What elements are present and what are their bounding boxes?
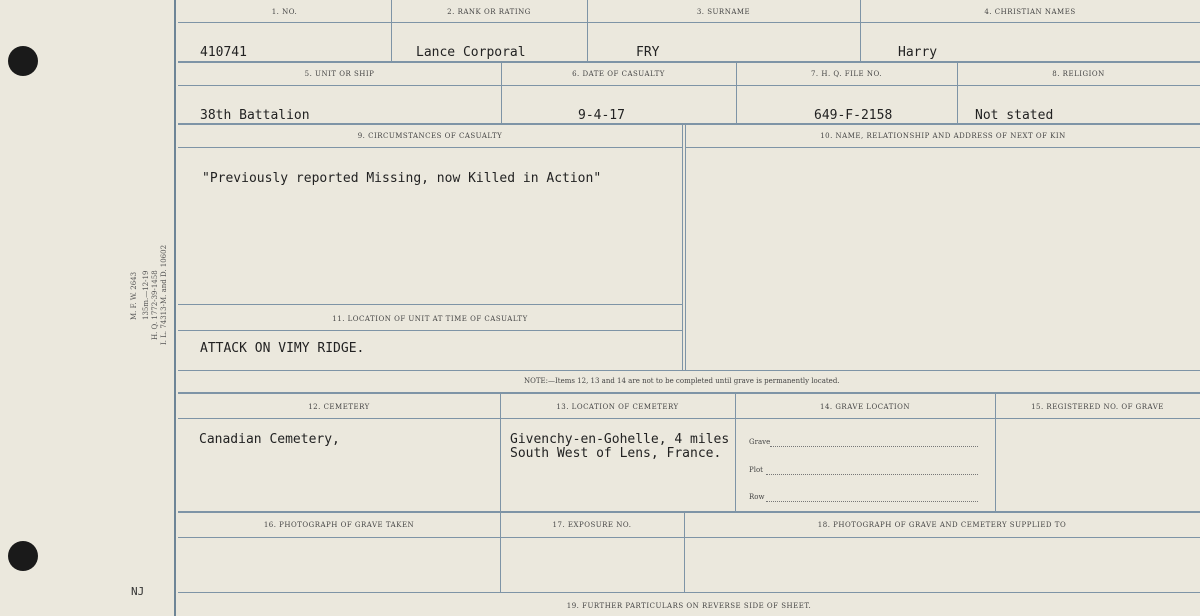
rule — [178, 85, 1200, 86]
rank-value: Lance Corporal — [416, 45, 526, 60]
row-label: Row — [749, 493, 765, 501]
rule — [178, 304, 682, 305]
plot-label: Plot — [749, 466, 763, 474]
header-photo-taken: 16. PHOTOGRAPH OF GRAVE TAKEN — [263, 521, 415, 529]
header-next-of-kin: 10. NAME, RELATIONSHIP AND ADDRESS OF NEXT OF KIN — [820, 132, 1066, 140]
rule — [685, 125, 686, 370]
rule — [735, 394, 736, 511]
location-cemetery-line1: Givenchy-en-Gohelle, 4 miles — [510, 432, 730, 447]
header-hq-file: 7. H. Q. FILE NO. — [810, 70, 883, 78]
header-location-unit: 11. LOCATION OF UNIT AT TIME OF CASUALTY — [332, 315, 528, 323]
location-cemetery-line2: South West of Lens, France. — [510, 446, 722, 461]
header-religion: 8. RELIGION — [1052, 70, 1105, 78]
date-value: 9-4-17 — [578, 108, 625, 123]
christian-names-value: Harry — [898, 45, 938, 60]
cemetery-value: Canadian Cemetery, — [199, 432, 340, 447]
form-code: H. Q. 1772-39-1458 — [151, 270, 159, 340]
note-text: NOTE:—Items 12, 13 and 14 are not to be completed until grave is permanently located. — [524, 377, 840, 385]
form-code: M. F. W. 2643 — [130, 271, 138, 320]
header-circumstances: 9. CIRCUMSTANCES OF CASUALTY — [357, 132, 503, 140]
form-code: I. L. 74313-M. and D. 10602 — [160, 244, 168, 345]
religion-value: Not stated — [975, 108, 1054, 123]
rule — [178, 537, 1200, 538]
rule — [178, 511, 1200, 513]
punch-hole — [8, 46, 38, 76]
hq-file-value: 649-F-2158 — [814, 108, 893, 123]
header-exposure: 17. EXPOSURE NO. — [552, 521, 632, 529]
circumstances-value: "Previously reported Missing, now Killed in Action" — [202, 171, 602, 186]
header-no: 1. NO. — [271, 8, 298, 16]
header-unit: 5. UNIT OR SHIP — [304, 70, 375, 78]
rule — [178, 592, 1200, 593]
rule — [178, 330, 682, 331]
header-grave-location: 14. GRAVE LOCATION — [819, 403, 911, 411]
rule — [178, 392, 1200, 394]
row-line — [766, 501, 978, 502]
further-particulars: 19. FURTHER PARTICULARS ON REVERSE SIDE OF SHEET. — [566, 602, 812, 610]
form-code: 135m.—12-19 — [142, 270, 150, 320]
rule — [178, 147, 682, 148]
unit-value: 38th Battalion — [200, 108, 310, 123]
location-unit-value: ATTACK ON VIMY RIDGE. — [200, 341, 365, 356]
header-rank: 2. RANK OR RATING — [447, 8, 531, 16]
header-surname: 3. SURNAME — [696, 8, 751, 16]
rule — [500, 394, 501, 511]
grave-line — [770, 446, 978, 447]
rule — [178, 418, 1200, 419]
rule — [178, 22, 1200, 23]
rule — [178, 370, 1200, 371]
header-location-cemetery: 13. LOCATION OF CEMETERY — [556, 403, 679, 411]
header-photo-supplied: 18. PHOTOGRAPH OF GRAVE AND CEMETERY SUPPLIED TO — [817, 521, 1067, 529]
rule — [682, 125, 683, 370]
header-christian-names: 4. CHRISTIAN NAMES — [984, 8, 1076, 16]
rule — [686, 147, 1200, 148]
rule — [178, 123, 1200, 125]
rule — [178, 61, 1200, 63]
plot-line — [766, 474, 978, 475]
header-cemetery: 12. CEMETERY — [308, 403, 370, 411]
margin-line — [174, 0, 176, 616]
grave-label: Grave — [749, 438, 771, 446]
clerk-initials: NJ — [131, 585, 145, 598]
surname-value: FRY — [636, 45, 660, 60]
header-registered-no: 15. REGISTERED NO. OF GRAVE — [1031, 403, 1164, 411]
header-date: 6. DATE OF CASUALTY — [572, 70, 665, 78]
punch-hole — [8, 541, 38, 571]
service-number: 410741 — [200, 45, 247, 60]
rule — [995, 394, 996, 511]
